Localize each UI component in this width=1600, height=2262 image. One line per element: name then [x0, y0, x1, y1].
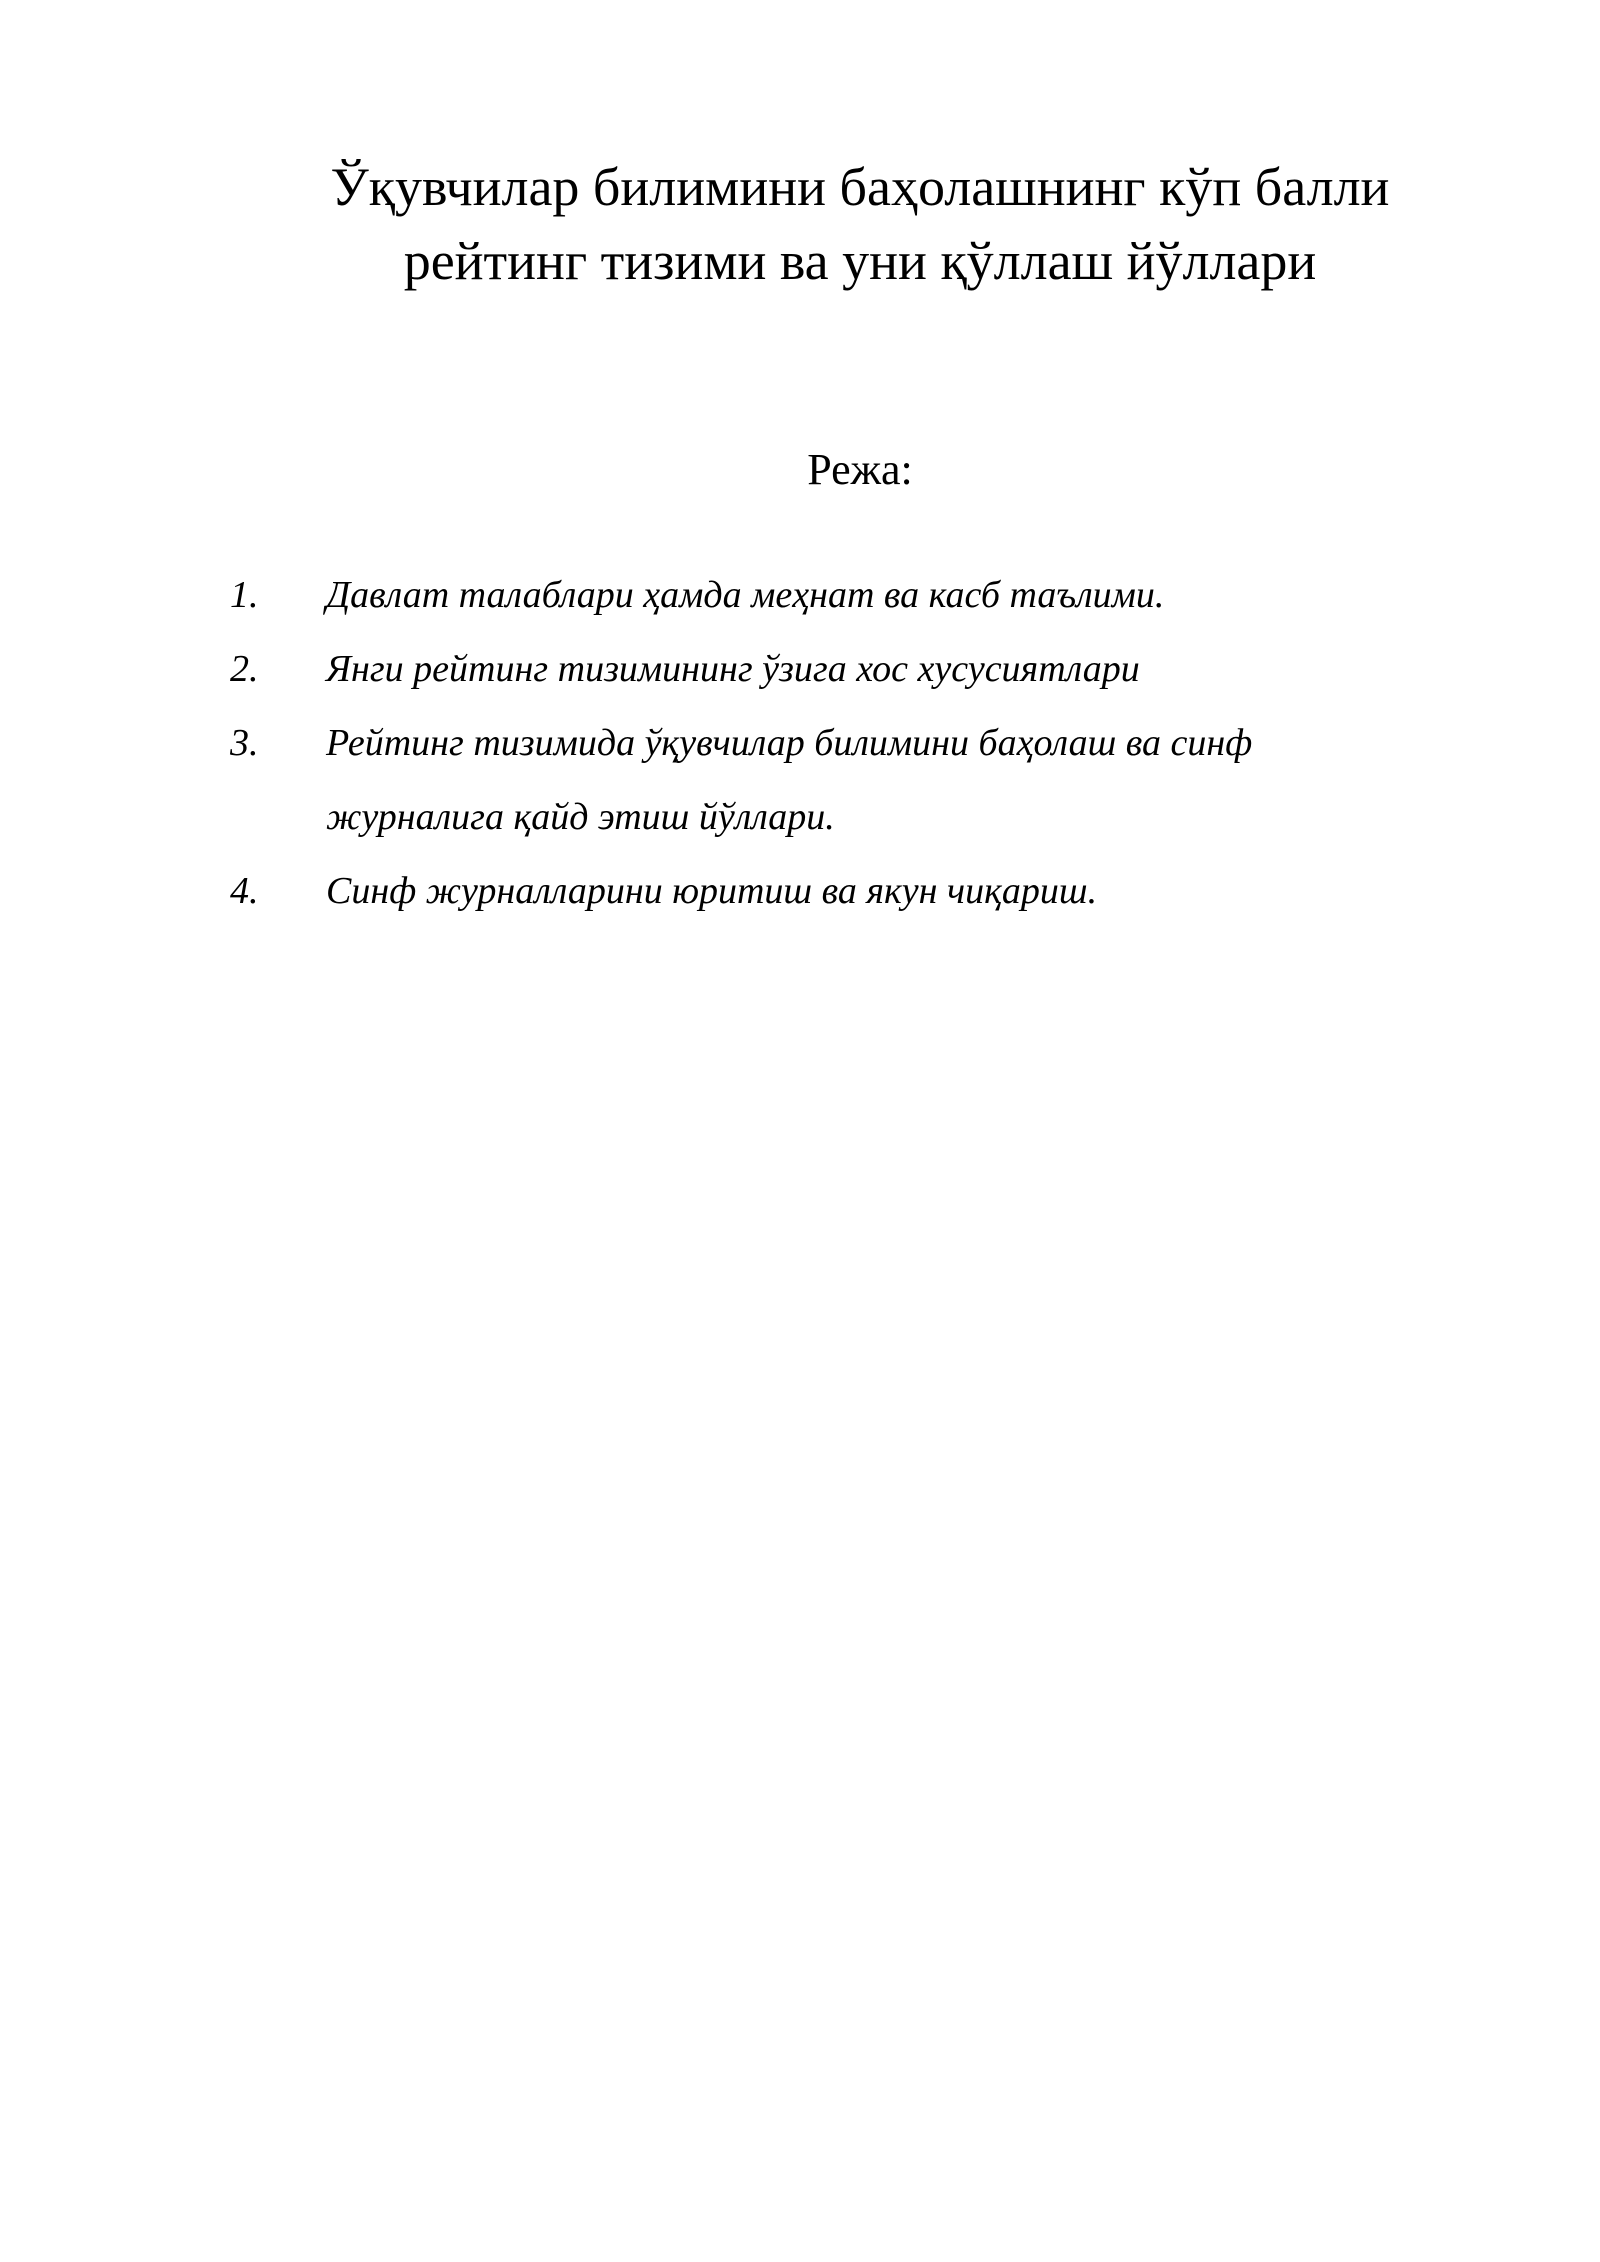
plan-item-text [326, 558, 1426, 632]
plan-item-text [326, 706, 1426, 854]
plan-item-text [326, 854, 1426, 928]
document-title-line-1: Ўқувчилар билимини баҳолашнинг кўп балли [330, 157, 1390, 217]
plan-item-number: 4. [230, 870, 259, 912]
document-title-line-2: рейтинг тизими ва уни қўллаш йўллари [403, 231, 1317, 291]
plan-item-text [326, 632, 1426, 706]
plan-item [0, 854, 1600, 928]
plan-item-line: Синф журналларини юритиш ва якун чиқариш. [326, 870, 1098, 912]
plan-item-number: 2. [230, 648, 259, 690]
plan-item [0, 632, 1600, 706]
plan-item-number: 1. [230, 574, 259, 616]
plan-item [0, 558, 1600, 632]
plan-item [0, 706, 1600, 854]
plan-heading: Режа: [807, 445, 913, 494]
plan-item-line: Давлат талаблари ҳамда меҳнат ва касб таълими. [326, 574, 1165, 616]
plan-list [0, 558, 1600, 928]
plan-item-line: Рейтинг тизимида ўқувчилар билимини баҳолаш ва синф [326, 722, 1253, 764]
document-title [260, 150, 1460, 298]
plan-item-line: журналига қайд этиш йўллари. [326, 796, 835, 838]
plan-item-line: Янги рейтинг тизимининг ўзига хос хусусиятлари [326, 648, 1140, 690]
plan-item-number: 3. [230, 722, 259, 764]
